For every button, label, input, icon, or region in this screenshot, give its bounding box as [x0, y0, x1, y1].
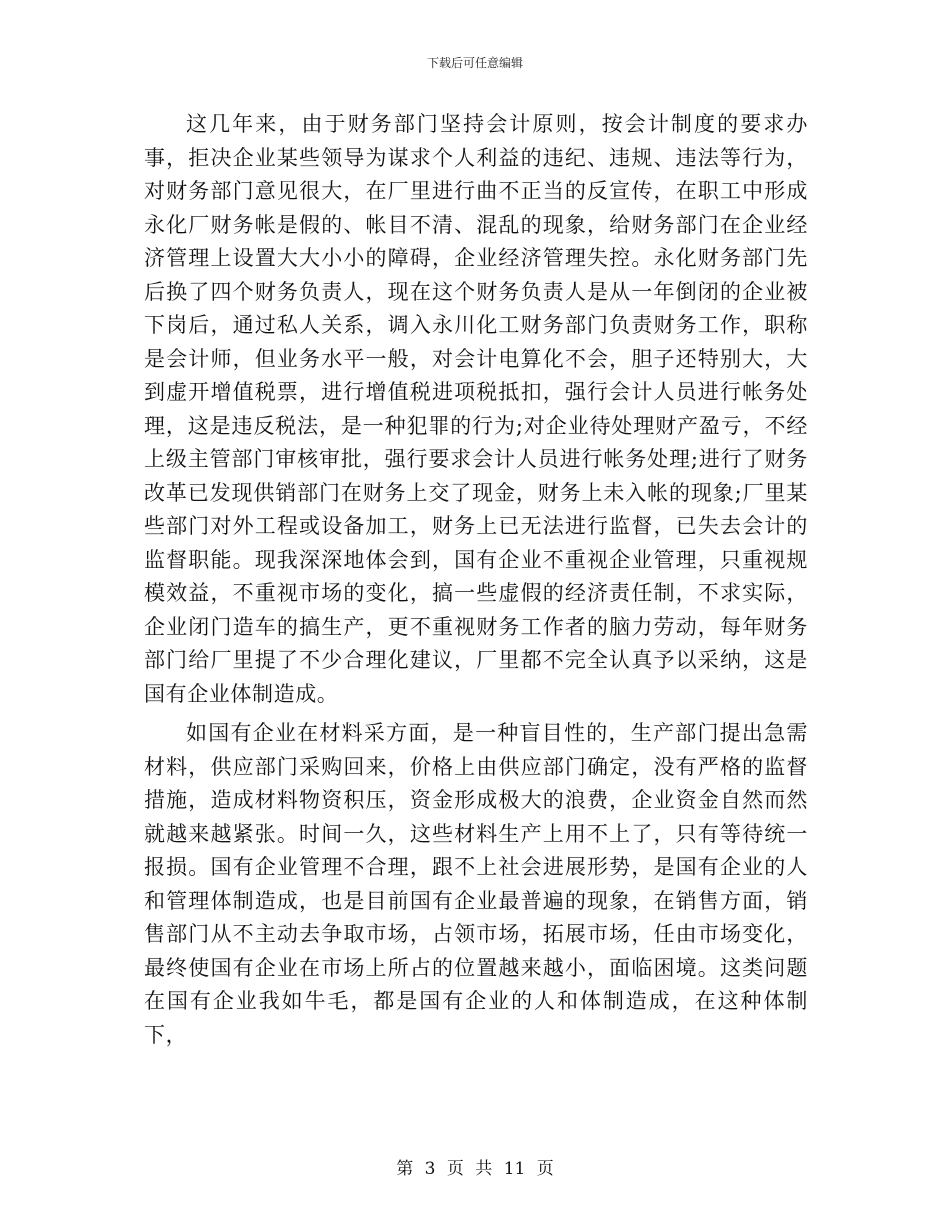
body-text: [144, 108, 808, 1052]
paragraph-1: 这几年来，由于财务部门坚持会计原则，按会计制度的要求办事，拒决企业某些领导为谋求个人利益的违纪、违规、违法等行为，对财务部门意见很大，在厂里进行曲不正当的反宣传，在职工中形成永化厂财务帐是假的、帐目不清、混乱的现象，给财务部门在企业经济管理上设置大大小小的障碍，企业经济管理失控。永化财务部门先后换了四个财务负责人，现在这个财务负责人是从一年倒闭的企业被下岗后，通过私人关系，调入永川化工财务部门负责财务工作，职称是会计师，但业务水平一般，对会计电算化不会，胆子还特别大，大到虚开增值税票，进行增值税进项税抵扣，强行会计人员进行帐务处理，这是违反税法，是一种犯罪的行为;对企业待处理财产盈亏，不经上级主管部门审核审批，强行要求会计人员进行帐务处理;进行了财务改革已发现供销部门在财务上交了现金，财务上未入帐的现象;厂里某些部门对外工程或设备加工，财务上已无法进行监督，已失去会计的监督职能。现我深深地体会到，国有企业不重视企业管理，只重视规模效益，不重视市场的变化，搞一些虚假的经济责任制，不求实际，企业闭门造车的搞生产，更不重视财务工作者的脑力劳动，每年财务部门给厂里提了不少合理化建议，厂里都不完全认真予以采纳，这是国有企业体制造成。: [144, 112, 808, 706]
page-number-footer: 第 3 页 共 11 页: [396, 1159, 554, 1179]
paragraph-2: 如国有企业在材料采方面，是一种盲目性的，生产部门提出急需材料，供应部门采购回来，价格上由供应部门确定，没有严格的监督措施，造成材料物资积压，资金形成极大的浪费，企业资金自然而然就越来越紧张。时间一久，这些材料生产上用不上了，只有等待统一报损。国有企业管理不合理，跟不上社会进展形势，是国有企业的人和管理体制造成，也是目前国有企业最普遍的现象，在销售方面，销售部门从不主动去争取市场，占领市场，拓展市场，任由市场变化，最终使国有企业在市场上所占的位置越来越小，面临困境。这类问题在国有企业我如牛毛，都是国有企业的人和体制造成，在这种体制下，: [144, 721, 808, 1047]
header-note: 下载后可任意编辑: [426, 56, 523, 70]
